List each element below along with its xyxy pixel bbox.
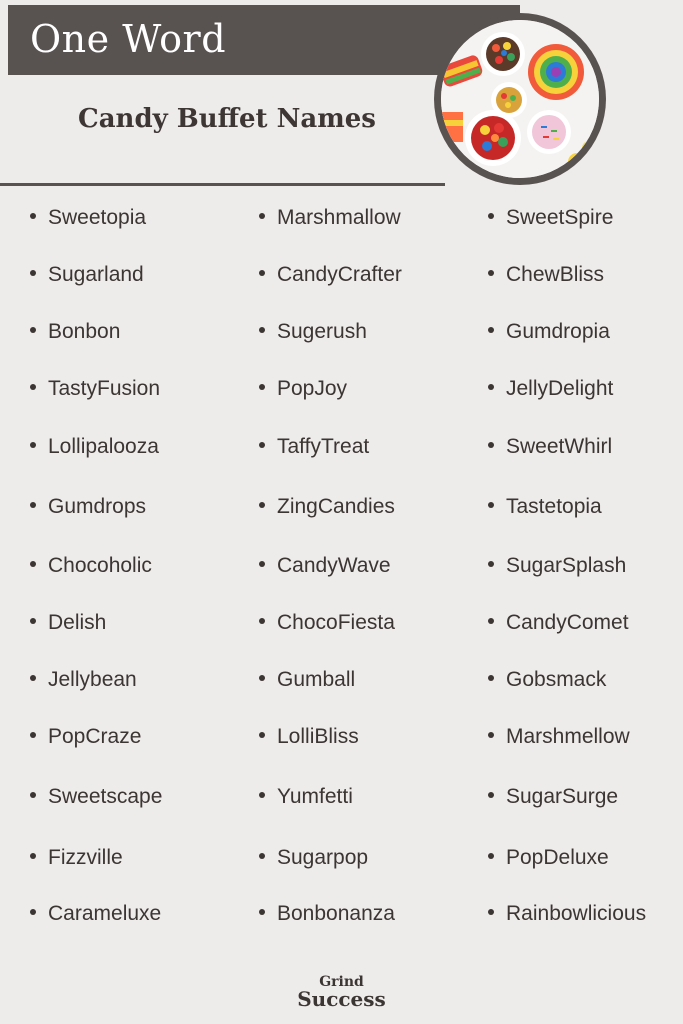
name-text: Sugerush (277, 320, 367, 343)
name-text: Marshmellow (506, 725, 630, 748)
name-text: Sugarpop (277, 846, 369, 869)
name-text: Rainbowlicious (506, 902, 647, 925)
bullet-icon (259, 561, 265, 567)
bullet-icon (488, 732, 494, 738)
name-list-item (259, 611, 395, 635)
name-list-item (259, 725, 359, 749)
grind-success-logo (0, 975, 683, 1009)
bullet-icon (488, 442, 494, 448)
name-text: TaffyTreat (277, 435, 370, 458)
name-list-item (259, 495, 395, 519)
name-text: ZingCandies (277, 495, 395, 518)
name-list-item (259, 435, 369, 459)
page-subtitle: Candy Buffet Names (78, 104, 376, 134)
bullet-icon (488, 675, 494, 681)
name-list-item (488, 902, 646, 926)
name-text: SugarSplash (506, 554, 627, 577)
bullet-icon (30, 327, 36, 333)
name-list-item (259, 554, 391, 578)
bullet-icon (488, 270, 494, 276)
name-list-item (30, 554, 152, 578)
name-list-item (488, 785, 618, 809)
name-list-item (259, 668, 355, 692)
bullet-icon (30, 732, 36, 738)
bullet-icon (30, 270, 36, 276)
bullet-icon (259, 618, 265, 624)
bullet-icon (488, 384, 494, 390)
name-list-item (30, 668, 137, 692)
name-list-item (488, 263, 604, 287)
name-list-item (259, 263, 402, 287)
name-text: PopDeluxe (506, 846, 609, 869)
name-list-item (488, 377, 613, 401)
name-text: Sweetscape (48, 785, 163, 808)
candy-bowls-photo (441, 20, 599, 178)
name-text: Gumdropia (506, 320, 610, 343)
bullet-icon (488, 502, 494, 508)
bullet-icon (488, 561, 494, 567)
bullet-icon (259, 853, 265, 859)
name-text: PopJoy (277, 377, 348, 400)
name-list-item (488, 495, 602, 519)
bullet-icon (488, 618, 494, 624)
bullet-icon (259, 909, 265, 915)
bullet-icon (488, 853, 494, 859)
name-text: Sugarland (48, 263, 144, 286)
name-text: JellyDelight (506, 377, 614, 400)
bullet-icon (488, 213, 494, 219)
name-text: Delish (48, 611, 107, 634)
name-list-item (488, 846, 609, 870)
name-text: Yumfetti (277, 785, 353, 808)
header-divider (0, 183, 445, 186)
name-text: CandyWave (277, 554, 391, 577)
name-text: SweetSpire (506, 206, 614, 229)
name-text: ChewBliss (506, 263, 605, 286)
name-text: Chocoholic (48, 554, 152, 577)
logo-line-2: Success (297, 987, 386, 1011)
header-title: One Word (30, 17, 227, 61)
name-text: Jellybean (48, 668, 137, 691)
name-list-item (30, 495, 146, 519)
bullet-icon (30, 792, 36, 798)
name-text: Gobsmack (506, 668, 607, 691)
name-text: CandyComet (506, 611, 629, 634)
name-list-item (30, 377, 160, 401)
name-list-item (259, 902, 395, 926)
name-list-item (488, 725, 630, 749)
name-text: LolliBliss (277, 725, 359, 748)
bullet-icon (30, 675, 36, 681)
bullet-icon (259, 792, 265, 798)
name-list-item (30, 263, 144, 287)
name-text: SweetWhirl (506, 435, 613, 458)
name-list-item (30, 611, 106, 635)
name-text: TastyFusion (48, 377, 161, 400)
bullet-icon (488, 909, 494, 915)
name-text: Gumdrops (48, 495, 147, 518)
bullet-icon (488, 327, 494, 333)
logo-line-1: Grind (319, 974, 364, 990)
bullet-icon (30, 909, 36, 915)
name-list-item (259, 785, 353, 809)
bullet-icon (259, 327, 265, 333)
bullet-icon (30, 853, 36, 859)
bullet-icon (259, 384, 265, 390)
bullet-icon (30, 384, 36, 390)
bullet-icon (30, 502, 36, 508)
name-text: Marshmallow (277, 206, 401, 229)
name-list-item (259, 846, 368, 870)
bullet-icon (259, 675, 265, 681)
bullet-icon (30, 561, 36, 567)
name-text: CandyCrafter (277, 263, 402, 286)
name-list-item (488, 320, 610, 344)
bullet-icon (259, 442, 265, 448)
name-list-item (30, 435, 159, 459)
name-list-item (488, 668, 606, 692)
name-list-item (30, 725, 141, 749)
name-list-item (488, 435, 612, 459)
bullet-icon (259, 270, 265, 276)
bullet-icon (488, 792, 494, 798)
name-list-item (30, 785, 162, 809)
name-list-item (30, 846, 123, 870)
name-text: Carameluxe (48, 902, 162, 925)
name-text: Bonbonanza (277, 902, 395, 925)
bullet-icon (259, 213, 265, 219)
name-text: SugarSurge (506, 785, 619, 808)
bullet-icon (259, 502, 265, 508)
name-text: Fizzville (48, 846, 123, 869)
name-text: Sweetopia (48, 206, 147, 229)
bullet-icon (30, 213, 36, 219)
bullet-icon (30, 618, 36, 624)
name-list-item (30, 320, 120, 344)
name-text: Gumball (277, 668, 356, 691)
name-list-item (30, 206, 146, 230)
name-list-item (488, 206, 613, 230)
name-list-item (259, 206, 401, 230)
name-list-item (259, 377, 347, 401)
name-text: PopCraze (48, 725, 142, 748)
name-text: Bonbon (48, 320, 121, 343)
name-list-item (30, 902, 161, 926)
name-text: Lollipalooza (48, 435, 159, 458)
bullet-icon (259, 732, 265, 738)
name-list-item (488, 611, 629, 635)
name-list-item (488, 554, 626, 578)
name-text: ChocoFiesta (277, 611, 395, 634)
bullet-icon (30, 442, 36, 448)
name-list-item (259, 320, 367, 344)
name-text: Tastetopia (506, 495, 602, 518)
